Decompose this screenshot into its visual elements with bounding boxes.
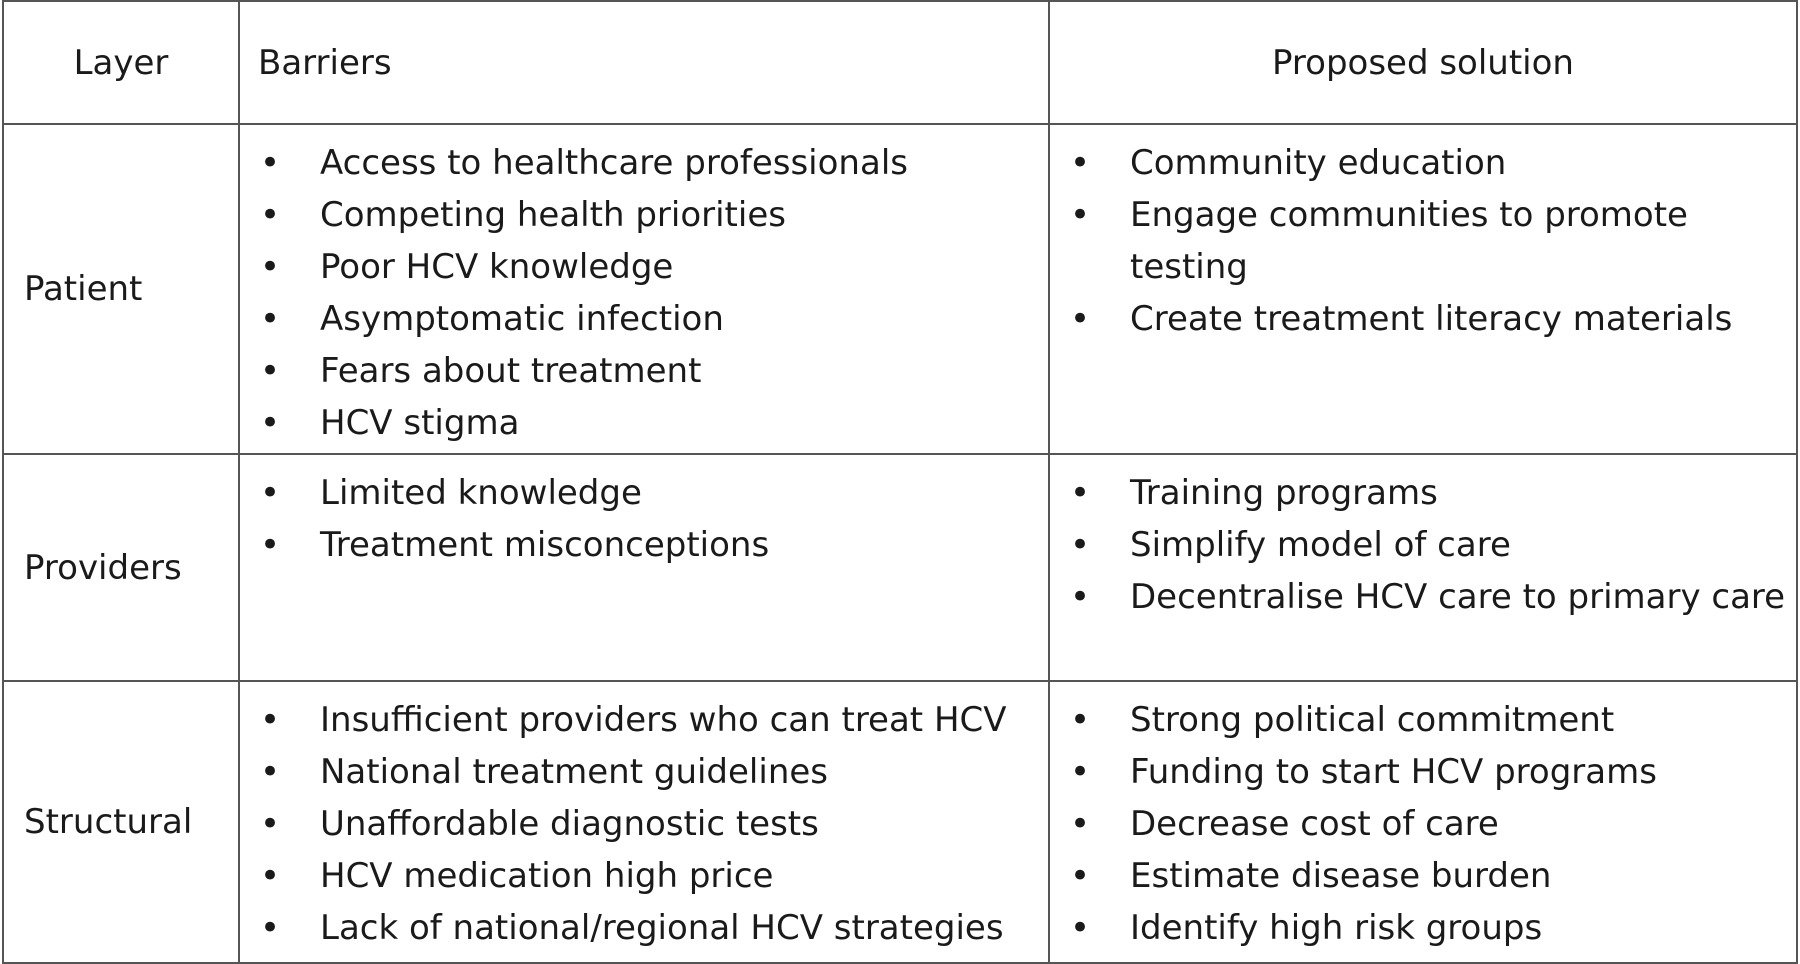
- table-row-providers: [3, 454, 1797, 681]
- list-item-text: Poor HCV knowledge: [320, 247, 674, 287]
- bullet-icon: •: [1070, 577, 1091, 617]
- list-item-text: Training programs: [1130, 473, 1438, 513]
- list-item-text: Create treatment literacy materials: [1130, 299, 1733, 339]
- list-item-text: Access to healthcare professionals: [320, 143, 908, 183]
- list-item-text: Identify high risk groups: [1130, 908, 1543, 948]
- list-item: [1050, 798, 1796, 850]
- list-item-text: Engage communities to promote testing: [1130, 195, 1688, 287]
- list-item-text: Lack of national/regional HCV strategies: [320, 908, 1004, 948]
- bullet-icon: •: [260, 403, 281, 443]
- list-item-text: Estimate disease burden: [1130, 856, 1552, 896]
- list-item-text: HCV medication high price: [320, 856, 774, 896]
- bullet-icon: •: [260, 195, 281, 235]
- hcv-barriers-table: [2, 0, 1798, 964]
- column-header-solution: Proposed solution: [1049, 1, 1797, 124]
- barriers-cell: [239, 681, 1049, 963]
- bullet-icon: •: [260, 908, 281, 948]
- list-item-text: Unaffordable diagnostic tests: [320, 804, 819, 844]
- list-item-text: Fears about treatment: [320, 351, 702, 391]
- solutions-list: [1050, 694, 1796, 954]
- solutions-list: [1050, 467, 1796, 623]
- bullet-icon: •: [260, 473, 281, 513]
- bullet-icon: •: [260, 700, 281, 740]
- bullet-icon: •: [260, 804, 281, 844]
- barriers-cell: [239, 454, 1049, 681]
- list-item: [240, 467, 1048, 519]
- hcv-barriers-table-container: [2, 0, 1796, 962]
- list-item: [240, 850, 1048, 902]
- layer-cell: Structural: [3, 681, 239, 963]
- bullet-icon: •: [1070, 299, 1091, 339]
- list-item: [1050, 850, 1796, 902]
- bullet-icon: •: [260, 351, 281, 391]
- barriers-list: [240, 137, 1048, 449]
- list-item: [1050, 293, 1796, 345]
- bullet-icon: •: [260, 525, 281, 565]
- bullet-icon: •: [1070, 143, 1091, 183]
- bullet-icon: •: [1070, 908, 1091, 948]
- bullet-icon: •: [260, 752, 281, 792]
- list-item-text: Decentralise HCV care to primary care: [1130, 577, 1786, 617]
- bullet-icon: •: [1070, 752, 1091, 792]
- list-item: [1050, 571, 1796, 623]
- list-item-text: Simplify model of care: [1130, 525, 1511, 565]
- solutions-cell: [1049, 124, 1797, 454]
- list-item-text: Asymptomatic infection: [320, 299, 724, 339]
- list-item: [240, 519, 1048, 571]
- list-item: [1050, 519, 1796, 571]
- solutions-cell: [1049, 681, 1797, 963]
- bullet-icon: •: [1070, 195, 1091, 235]
- list-item-text: Funding to start HCV programs: [1130, 752, 1657, 792]
- list-item-text: Limited knowledge: [320, 473, 642, 513]
- list-item: [240, 189, 1048, 241]
- list-item: [1050, 746, 1796, 798]
- list-item: [240, 746, 1048, 798]
- bullet-icon: •: [260, 856, 281, 896]
- list-item-text: HCV stigma: [320, 403, 520, 443]
- list-item-text: Competing health priorities: [320, 195, 786, 235]
- bullet-icon: •: [1070, 473, 1091, 513]
- barriers-cell: [239, 124, 1049, 454]
- list-item: [240, 137, 1048, 189]
- list-item: [240, 694, 1048, 746]
- list-item: [1050, 902, 1796, 954]
- layer-cell: Providers: [3, 454, 239, 681]
- list-item: [1050, 189, 1796, 293]
- list-item-text: Insufficient providers who can treat HCV: [320, 700, 1007, 740]
- bullet-icon: •: [260, 299, 281, 339]
- solutions-cell: [1049, 454, 1797, 681]
- bullet-icon: •: [1070, 856, 1091, 896]
- barriers-list: [240, 467, 1048, 571]
- list-item: [240, 293, 1048, 345]
- list-item: [1050, 694, 1796, 746]
- list-item: [240, 902, 1048, 954]
- list-item: [1050, 137, 1796, 189]
- list-item-text: Decrease cost of care: [1130, 804, 1499, 844]
- barriers-list: [240, 694, 1048, 954]
- bullet-icon: •: [260, 143, 281, 183]
- list-item: [240, 397, 1048, 449]
- list-item: [240, 345, 1048, 397]
- header-row: [3, 1, 1797, 124]
- list-item: [1050, 467, 1796, 519]
- bullet-icon: •: [1070, 804, 1091, 844]
- list-item: [240, 241, 1048, 293]
- table-row-structural: [3, 681, 1797, 963]
- bullet-icon: •: [1070, 525, 1091, 565]
- column-header-layer: Layer: [3, 1, 239, 124]
- list-item-text: Community education: [1130, 143, 1507, 183]
- list-item-text: Treatment misconceptions: [320, 525, 770, 565]
- bullet-icon: •: [1070, 700, 1091, 740]
- layer-cell: Patient: [3, 124, 239, 454]
- list-item: [240, 798, 1048, 850]
- list-item-text: National treatment guidelines: [320, 752, 829, 792]
- list-item-text: Strong political commitment: [1130, 700, 1615, 740]
- column-header-barriers: Barriers: [239, 1, 1049, 124]
- solutions-list: [1050, 137, 1796, 345]
- table-row-patient: [3, 124, 1797, 454]
- bullet-icon: •: [260, 247, 281, 287]
